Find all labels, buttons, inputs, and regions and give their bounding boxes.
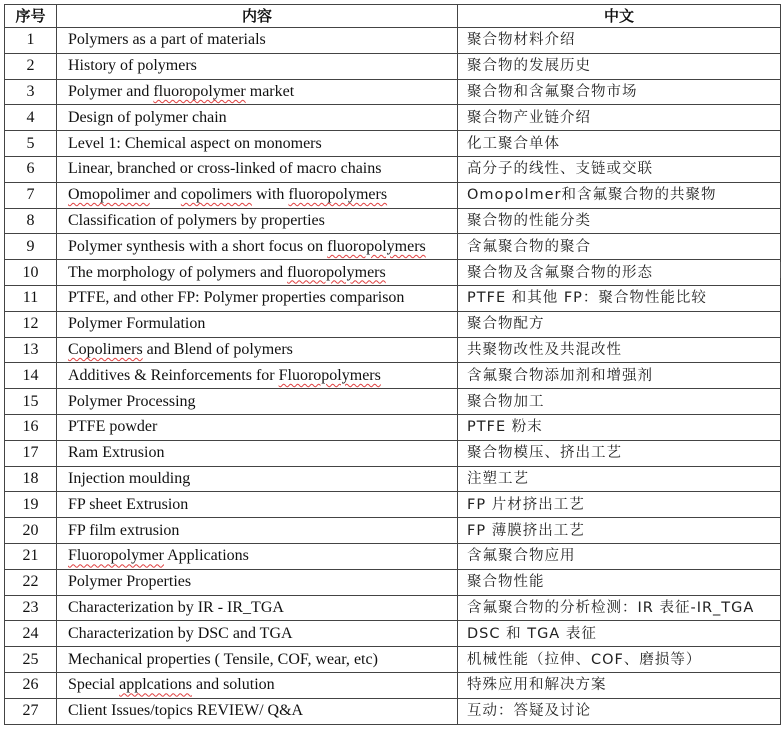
spellcheck-word: Fluoropolymer xyxy=(68,547,164,565)
row-chinese: 聚合物模压、挤出工艺 xyxy=(458,440,781,466)
row-english: Additives & Reinforcements for Fluoropolymers xyxy=(57,363,458,389)
table-row xyxy=(5,466,781,492)
row-chinese: 聚合物产业链介绍 xyxy=(458,105,781,131)
row-english: Fluoropolymer Applications xyxy=(57,543,458,569)
row-number: 15 xyxy=(5,389,57,415)
row-number: 26 xyxy=(5,672,57,698)
row-chinese: 含氟聚合物的聚合 xyxy=(458,234,781,260)
row-number: 14 xyxy=(5,363,57,389)
table-row xyxy=(5,131,781,157)
table-row xyxy=(5,672,781,698)
row-number: 10 xyxy=(5,260,57,286)
table-row xyxy=(5,28,781,54)
spellcheck-word: fluoropolymer xyxy=(153,82,246,100)
table-row xyxy=(5,569,781,595)
table-row xyxy=(5,698,781,724)
spellcheck-word: Omopolimer xyxy=(68,186,150,204)
row-english: Level 1: Chemical aspect on monomers xyxy=(57,131,458,157)
row-chinese: 化工聚合单体 xyxy=(458,131,781,157)
table-row xyxy=(5,595,781,621)
spellcheck-word: copolimers xyxy=(180,186,252,204)
row-number: 1 xyxy=(5,28,57,54)
table-row xyxy=(5,53,781,79)
table-row xyxy=(5,208,781,234)
spellcheck-word: Copolimers xyxy=(68,340,143,358)
table-row xyxy=(5,492,781,518)
header-row xyxy=(5,5,781,28)
table-row xyxy=(5,79,781,105)
row-english: PTFE powder xyxy=(57,414,458,440)
row-chinese: 聚合物的发展历史 xyxy=(458,53,781,79)
row-english: Characterization by IR - IR_TGA xyxy=(57,595,458,621)
course-table xyxy=(4,4,781,725)
row-english: Design of polymer chain xyxy=(57,105,458,131)
row-number: 25 xyxy=(5,647,57,673)
table-row xyxy=(5,260,781,286)
row-number: 8 xyxy=(5,208,57,234)
row-chinese: 互动：答疑及讨论 xyxy=(458,698,781,724)
row-chinese: 高分子的线性、支链或交联 xyxy=(458,156,781,182)
table-row xyxy=(5,518,781,544)
row-chinese: 聚合物和含氟聚合物市场 xyxy=(458,79,781,105)
row-chinese: 聚合物的性能分类 xyxy=(458,208,781,234)
spellcheck-word: fluoropolymers xyxy=(288,186,388,204)
row-chinese: 聚合物加工 xyxy=(458,389,781,415)
table-row xyxy=(5,105,781,131)
table-row xyxy=(5,414,781,440)
row-chinese: 含氟聚合物应用 xyxy=(458,543,781,569)
row-chinese: DSC 和 TGA 表征 xyxy=(458,621,781,647)
row-chinese: FP 片材挤出工艺 xyxy=(458,492,781,518)
row-chinese: Omopolmer和含氟聚合物的共聚物 xyxy=(458,182,781,208)
table-row xyxy=(5,311,781,337)
row-english: Polymer synthesis with a short focus on fluoropolymers xyxy=(57,234,458,260)
table-row xyxy=(5,389,781,415)
row-number: 12 xyxy=(5,311,57,337)
row-chinese: 含氟聚合物添加剂和增强剂 xyxy=(458,363,781,389)
row-number: 24 xyxy=(5,621,57,647)
row-number: 22 xyxy=(5,569,57,595)
row-number: 18 xyxy=(5,466,57,492)
row-chinese: 注塑工艺 xyxy=(458,466,781,492)
row-english: Client Issues/topics REVIEW/ Q&A xyxy=(57,698,458,724)
row-english: Mechanical properties ( Tensile, COF, wear, etc) xyxy=(57,647,458,673)
row-chinese: 聚合物材料介绍 xyxy=(458,28,781,54)
row-chinese: 聚合物配方 xyxy=(458,311,781,337)
row-number: 6 xyxy=(5,156,57,182)
row-english: Polymer Formulation xyxy=(57,311,458,337)
row-english: PTFE, and other FP: Polymer properties comparison xyxy=(57,285,458,311)
row-english: Ram Extrusion xyxy=(57,440,458,466)
row-number: 20 xyxy=(5,518,57,544)
row-number: 7 xyxy=(5,182,57,208)
row-number: 13 xyxy=(5,337,57,363)
row-english: FP film extrusion xyxy=(57,518,458,544)
row-chinese: PTFE 粉末 xyxy=(458,414,781,440)
table-body xyxy=(5,28,781,725)
row-chinese: 含氟聚合物的分析检测：IR 表征-IR_TGA xyxy=(458,595,781,621)
row-english: Special applcations and solution xyxy=(57,672,458,698)
row-chinese: 聚合物性能 xyxy=(458,569,781,595)
row-english: History of polymers xyxy=(57,53,458,79)
header-chinese: 中文 xyxy=(458,5,781,28)
row-number: 9 xyxy=(5,234,57,260)
spellcheck-word: fluoropolymers xyxy=(287,263,386,281)
row-number: 27 xyxy=(5,698,57,724)
table-row xyxy=(5,621,781,647)
table-row xyxy=(5,182,781,208)
row-english: Injection moulding xyxy=(57,466,458,492)
row-english: The morphology of polymers and fluoropolymers xyxy=(57,260,458,286)
margin-marker xyxy=(780,262,781,278)
row-number: 16 xyxy=(5,414,57,440)
row-number: 4 xyxy=(5,105,57,131)
row-english: Polymer and fluoropolymer market xyxy=(57,79,458,105)
row-english: Copolimers and Blend of polymers xyxy=(57,337,458,363)
row-number: 3 xyxy=(5,79,57,105)
row-english: Polymer Processing xyxy=(57,389,458,415)
table-row xyxy=(5,337,781,363)
row-english: FP sheet Extrusion xyxy=(57,492,458,518)
row-number: 21 xyxy=(5,543,57,569)
table-row xyxy=(5,543,781,569)
table-row xyxy=(5,440,781,466)
row-english: Omopolimer and copolimers with fluoropolymers xyxy=(57,182,458,208)
table-row xyxy=(5,156,781,182)
row-english: Characterization by DSC and TGA xyxy=(57,621,458,647)
row-english: Classification of polymers by properties xyxy=(57,208,458,234)
row-chinese: 共聚物改性及共混改性 xyxy=(458,337,781,363)
row-english: Polymers as a part of materials xyxy=(57,28,458,54)
header-content: 内容 xyxy=(57,5,458,28)
header-no: 序号 xyxy=(5,5,57,28)
row-chinese: 机械性能（拉伸、COF、磨损等） xyxy=(458,647,781,673)
row-english: Linear, branched or cross-linked of macro chains xyxy=(57,156,458,182)
row-number: 19 xyxy=(5,492,57,518)
spellcheck-word: fluoropolymers xyxy=(327,237,426,255)
row-chinese: 聚合物及含氟聚合物的形态 xyxy=(458,260,781,286)
table-row xyxy=(5,285,781,311)
row-number: 17 xyxy=(5,440,57,466)
row-number: 23 xyxy=(5,595,57,621)
row-english: Polymer Properties xyxy=(57,569,458,595)
row-chinese: FP 薄膜挤出工艺 xyxy=(458,518,781,544)
row-number: 2 xyxy=(5,53,57,79)
row-chinese: PTFE 和其他 FP：聚合物性能比较 xyxy=(458,285,781,311)
table-row xyxy=(5,234,781,260)
row-chinese: 特殊应用和解决方案 xyxy=(458,672,781,698)
row-number: 11 xyxy=(5,285,57,311)
spellcheck-word: Fluoropolymers xyxy=(278,366,381,384)
row-number: 5 xyxy=(5,131,57,157)
table-row xyxy=(5,647,781,673)
table-row xyxy=(5,363,781,389)
spellcheck-word: applcations xyxy=(119,676,192,694)
